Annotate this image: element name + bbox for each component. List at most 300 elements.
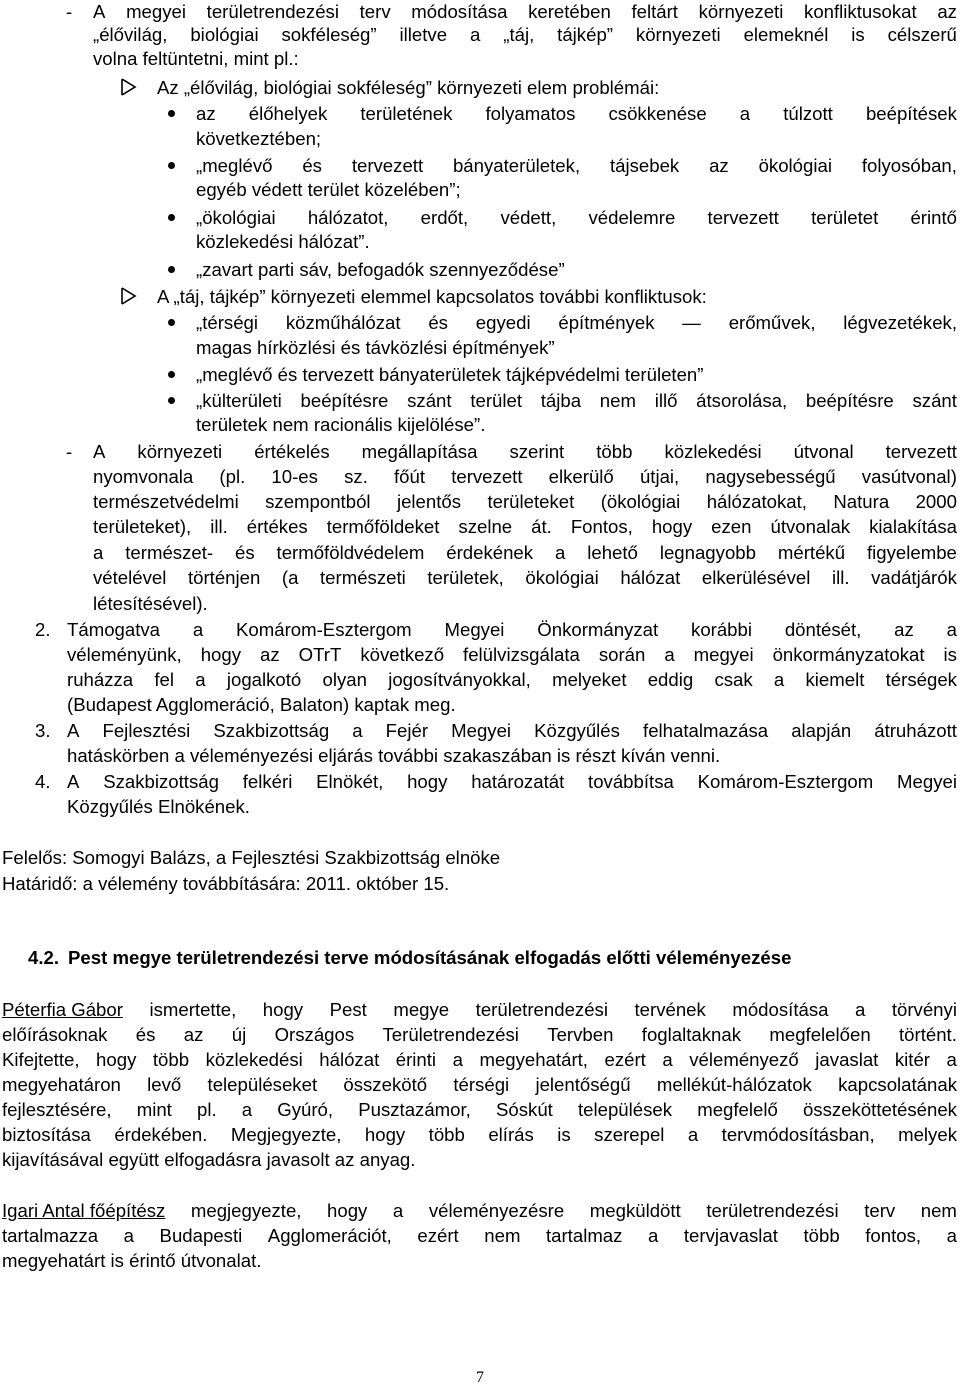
word: Komárom-Esztergom [697,771,874,792]
justified-line [2,1123,957,1147]
text-span: Határidő: a vélemény továbbítására: 2011. október 15. [2,873,450,894]
word: termőföldeket [326,516,440,537]
word: útvonal [793,441,854,462]
word: terv [359,1,391,22]
text-line [0,490,960,516]
word: javaslat [815,1049,879,1070]
word: területének [360,103,453,124]
word: és [234,542,255,563]
text-span: magas hírközlési és távközlési építmények” [196,337,555,358]
justified-line [93,23,957,47]
word: célszerű [887,24,957,45]
word: területek, [427,567,504,588]
word: Közgyűlés [534,720,620,741]
item-number: 4. [35,771,51,792]
word: átsorolása, [696,390,788,411]
word: ökológiai [758,155,832,176]
numbered-item [0,618,960,644]
word: új [231,1024,247,1045]
text-line [0,47,960,73]
word: pl. [196,1099,217,1120]
word: továbbítsa [588,771,674,792]
text-line [0,230,960,256]
word: erőművek, [728,312,816,333]
word: alapján [791,720,852,741]
word: lehető [587,542,638,563]
word: környezeti [698,1,784,22]
text-line [0,1148,960,1174]
text-line [0,592,960,618]
word: légvezetékek, [843,312,957,333]
word: hálózatokat, [706,491,807,512]
word: A [67,771,80,792]
word: át. [531,516,552,537]
item-number: 3. [35,720,51,741]
bullet-item [0,363,960,389]
word: csökkenése [608,103,707,124]
word: 10-es [271,466,318,487]
bullet-item [0,154,960,180]
word: a [664,644,675,665]
word: területrendezési [206,1,339,22]
word: beépítésre [300,390,389,411]
word: a [93,542,104,563]
section-number: 4.2. [28,947,60,968]
word: során [598,644,646,665]
word: környezeti [137,441,223,462]
word: települések [577,1099,673,1120]
word: megyei [693,644,754,665]
arrow-heading: Az „élővilág, biológiai sokféleség” környezeti elem problémái: [157,77,660,98]
word: Önkormányzat [537,619,659,640]
justified-line [67,719,957,743]
word: értékes [246,516,308,537]
bullet-icon [168,371,175,378]
text-line [0,1023,960,1049]
text-span: megyehatárt is érintő útvonalat. [2,1250,262,1271]
word: kiemelt [805,669,865,690]
word: előírásoknak [2,1024,108,1045]
word: természet- [125,542,214,563]
word: tervezett [707,207,779,228]
text-line [0,1048,960,1074]
word: építmények [558,312,655,333]
word: „meglévő [196,155,273,176]
word: az [937,1,957,22]
word: mértékű [777,542,846,563]
word: jogalkotó [226,669,302,690]
word: felkéri [242,771,293,792]
word: érinti [395,1049,437,1070]
text-line [0,413,960,439]
word: mint [136,1099,172,1120]
word: tartalmaz [545,1225,623,1246]
word: kapcsolatának [838,1074,957,1095]
bullet-icon [168,162,175,169]
word: elkerülésével [701,567,811,588]
word: „térségi [196,312,259,333]
word: ökológiai [525,567,599,588]
word: túlzott [783,103,833,124]
arrow-bullet-icon [120,287,137,305]
text-span: közlekedési hálózat”. [196,231,370,252]
word: Pusztazámor, [358,1099,471,1120]
bullet-item [0,258,960,284]
word: Megyei [451,720,512,741]
justified-line [196,389,957,413]
word: hogy [200,644,242,665]
word: átruházott [874,720,957,741]
item-number: 2. [35,619,51,640]
word: területrendezési [475,999,608,1020]
text-line [0,668,960,694]
word: megfelelően [769,1024,871,1045]
text-line [0,1098,960,1124]
justified-line [93,490,957,514]
word: tervezett [885,441,957,462]
word: a [739,103,751,124]
word: több [803,1225,840,1246]
numbered-item [0,719,960,745]
text-line [0,1199,960,1225]
word: főút [394,466,426,487]
justified-line [93,566,957,590]
dash-marker: - [66,1,73,22]
word: bányaterületek, [452,155,581,176]
word: több [428,1124,465,1145]
bullet-icon [168,397,175,404]
word: hogy [327,1200,368,1221]
word: beépítésre [805,390,894,411]
justified-line [196,102,957,126]
word: az [196,103,216,124]
word: Gyúró, [277,1099,334,1120]
word: tervmódosításban, [721,1124,875,1145]
text-span: Felelős: Somogyi Balázs, a Fejlesztési Szakbizottság elnöke [2,847,501,868]
word: vasútvonal) [861,466,957,487]
word: konfliktusokat [804,1,917,22]
word: véleményünk, [67,644,182,665]
word: sz. [344,466,368,487]
word: tájba [540,390,582,411]
word: közlekedési [205,1049,303,1070]
text-span: területek nem racionális kijelölése”. [196,414,486,435]
bullet-icon [168,110,175,117]
word: a [241,1099,253,1120]
word: döntését, [784,619,862,640]
word: környezeti [635,24,721,45]
bullet-icon [168,266,175,273]
word: megküldött [589,1200,681,1221]
text-span: kijavításával együtt elfogadásra javasolt az anyag. [2,1149,416,1170]
word: hogy [96,1049,137,1070]
word: a [392,1200,404,1221]
justified-line [67,643,957,667]
word: keretében [528,1,611,22]
text-line [0,643,960,669]
word: Agglomerációt, [267,1225,392,1246]
word: levő [147,1074,182,1095]
word: fel [154,669,175,690]
word: feltárt [631,1,678,22]
word: az [709,155,729,176]
word: szerepel [594,1124,665,1145]
word: Fejlesztési [102,720,191,741]
word: figyelembe [866,542,957,563]
word: megállapítása [361,441,478,462]
text-span: létesítésével). [93,593,208,614]
word: foglaltaknak [641,1024,742,1045]
word: hogy [262,999,304,1020]
section-title: Pest megye területrendezési terve módosításának elfogadás előtti véleményezése [68,947,792,968]
word: terv [864,1200,896,1221]
word: hogy [407,771,448,792]
text-line [0,178,960,204]
justified-line [93,541,957,565]
word: a [687,1124,699,1145]
word: 2000 [915,491,957,512]
word: hogy [651,516,693,537]
word: nyomvonala [93,466,194,487]
word: a [352,720,363,741]
word: jelentőségű [535,1074,631,1095]
text-line [0,566,960,592]
word: „élővilág, [93,24,168,45]
word: ill. [831,567,850,588]
word: Szakbizottság [103,771,219,792]
word: szelne [458,516,513,537]
word: olyan [322,669,367,690]
word: a [946,619,957,640]
word: természetvédelmi [93,491,239,512]
section-heading [0,946,960,972]
justified-line [2,998,957,1022]
word: nem [920,1200,957,1221]
word: Megyei [897,771,957,792]
word: illetve [399,24,448,45]
word: a [662,1049,673,1070]
word: az [894,619,914,640]
word: törvényi [891,999,957,1020]
word: élőhelyek [248,103,328,124]
word: és [135,1024,156,1045]
word: Területrendezési [382,1024,519,1045]
word: „ökológiai [196,207,276,228]
word: a [648,1225,659,1246]
word: „táj, [503,24,535,45]
page-number: 7 [476,1369,484,1386]
justified-line [2,1073,957,1097]
text-line [0,1073,960,1099]
text-line [0,1224,960,1250]
word: következő [360,644,445,665]
word: melyeket [552,669,627,690]
word: nagysebességű [705,466,836,487]
word: Országos [274,1024,355,1045]
word: hogy [364,1124,406,1145]
word: Tervben [547,1024,614,1045]
text-line [0,1123,960,1149]
word: jelentős [396,491,462,512]
word: Fejér [385,720,429,741]
word: terület [470,390,522,411]
word: a [946,1049,957,1070]
word: is [943,644,957,665]
word: természeti [320,567,406,588]
word: egyedi [475,312,531,333]
word: termőföldvédelem [276,542,425,563]
word: érintő [910,207,957,228]
word: a [773,669,785,690]
word: történt. [899,1024,957,1045]
justified-line [2,1023,957,1047]
word: OTrT [298,644,342,665]
word: Szakbizottság [213,720,330,741]
word: az [183,1024,204,1045]
word: a [123,1225,134,1246]
word: ezen [711,516,752,537]
word: A [67,720,80,741]
word: felhatalmazása [643,720,769,741]
word: tervjavaslat [683,1225,778,1246]
word: védett, [500,207,557,228]
word: — [682,312,701,333]
word: a [452,1049,463,1070]
justified-line [2,1199,957,1223]
word: Sóskút [496,1099,553,1120]
word: határozatát [471,771,565,792]
word: elkerülő [548,466,614,487]
word: véleményező [689,1049,799,1070]
text-line [0,465,960,491]
word: a [192,619,204,640]
justified-line [196,311,957,335]
word: A [93,1,106,22]
word: megye [393,999,450,1020]
text-span: (Budapest Agglomeráció, Balaton) kaptak meg. [67,694,456,715]
word: vadátjárók [871,567,957,588]
text-span: hatáskörben a véleményezési eljárás további szakaszában is részt kíván venni. [67,745,721,766]
justified-line [196,154,957,178]
word: véleményezésre [428,1200,565,1221]
speaker-name: Péterfia Gábor [2,999,123,1020]
speaker-name: Igari Antal főépítész [2,1200,166,1221]
word: eddig [647,669,694,690]
word: Natura [833,491,890,512]
word: elírás [488,1124,534,1145]
word: és [428,312,448,333]
text-line [0,515,960,541]
word: is [851,24,865,45]
word: erdőt, [420,207,469,228]
word: biztosítása [2,1124,91,1145]
justified-line [2,1098,957,1122]
justified-line [93,465,957,489]
word: legnagyobb [659,542,756,563]
word: A [93,441,106,462]
word: a [469,24,481,45]
word: Komárom-Esztergom [236,619,412,640]
bullet-item [0,389,960,415]
bullet-icon [168,214,175,221]
word: megyei [126,1,187,22]
word: (a [281,567,299,588]
word: összekötő [343,1074,428,1095]
word: több [596,441,633,462]
word: közlekedési [664,441,762,462]
word: és [302,155,322,176]
word: hálózatot, [307,207,389,228]
word: korábbi [691,619,752,640]
word: térségi [453,1074,510,1095]
word: nem [484,1225,521,1246]
word: szempontból [265,491,371,512]
word: útvonalak [770,516,851,537]
word: megyehatárt, [479,1049,588,1070]
text-span: Közgyűlés Elnökének. [67,796,250,817]
justified-line [196,206,957,230]
justified-line [93,515,957,539]
text-line [0,23,960,49]
word: csak [714,669,753,690]
word: is [557,1124,571,1145]
word: ill. [210,516,228,537]
word: (pl. [219,466,246,487]
text-line [0,1249,960,1275]
arrow-heading: A „táj, tájkép” környezeti elemmel kapcsolatos további konfliktusok: [157,286,707,307]
word: megfelelő [697,1099,778,1120]
word: kitér [894,1049,930,1070]
word: fontos, [865,1225,922,1246]
word: felülvizsgálata [463,644,580,665]
word: tervezett [351,155,424,176]
justified-line [67,770,957,794]
arrow-bullet-icon [120,78,137,96]
word: hálózat [620,567,681,588]
word: jogosítványokkal, [388,669,531,690]
text-line [0,744,960,770]
justified-line [2,1224,957,1248]
word: a [554,542,566,563]
bullet-item [0,206,960,232]
justified-line [93,440,957,464]
word: tájkép” [557,24,613,45]
arrow-item [0,285,960,311]
word: mellékút-hálózatok [656,1074,812,1095]
word: tervének [634,999,706,1020]
text-line [0,998,960,1024]
word: módosítása [732,999,829,1020]
text-span: „meglévő és tervezett bányaterületek tájképvédelmi területen” [196,364,704,385]
word: Budapesti [159,1225,243,1246]
word: Megyei [444,619,505,640]
text-line [0,127,960,153]
word: érdekének [446,542,534,563]
word: folyosóban, [861,155,957,176]
word: tájsebek [609,155,680,176]
word: Fontos, [570,516,633,537]
text-span: „zavart parti sáv, befogadók szennyeződése” [196,259,565,280]
word: Támogatva [67,619,161,640]
word: több [152,1049,190,1070]
responsible-line [0,846,960,872]
word: fejlesztésére, [2,1099,112,1120]
word: melyek [898,1124,957,1145]
word: a [854,999,866,1020]
text-line [0,541,960,567]
word: sokféleség” [281,24,377,45]
word: területrendezési [706,1200,839,1221]
